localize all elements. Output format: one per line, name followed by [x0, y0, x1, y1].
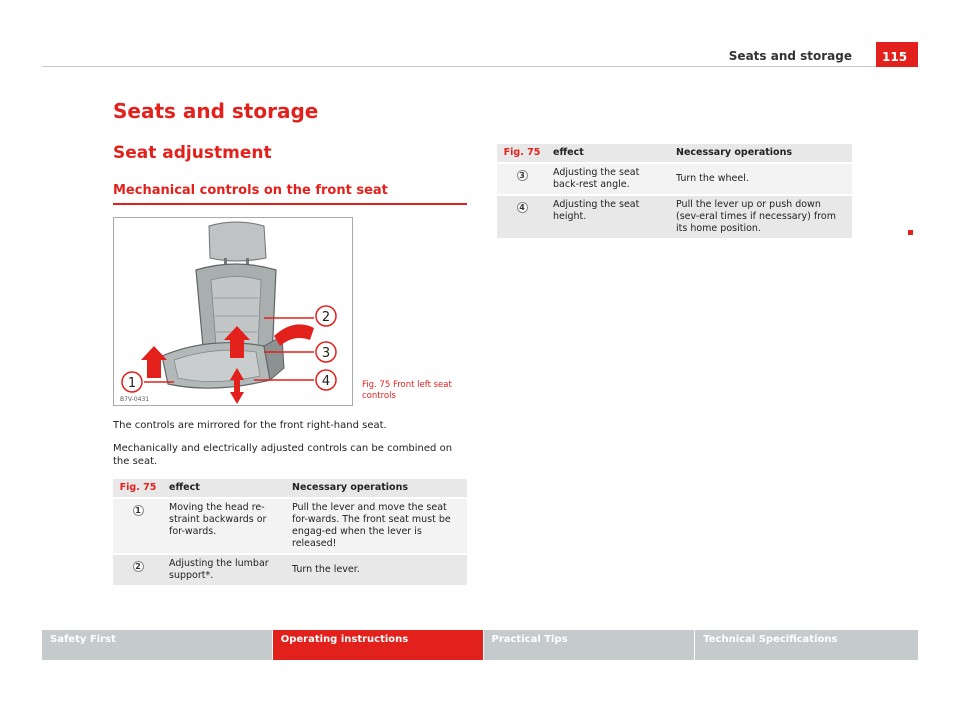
- paragraph-mirrored: The controls are mirrored for the front right-hand seat.: [113, 420, 387, 431]
- section-end-mark: [908, 230, 913, 235]
- col-operations: Necessary operations: [670, 144, 852, 163]
- callout-3: [316, 342, 336, 362]
- effect-cell: Adjusting the seat height.: [547, 195, 670, 238]
- subsection-rule: [113, 203, 467, 205]
- footer-tab-technical-specifications[interactable]: Technical Specifications: [695, 630, 918, 660]
- callout-1-label: 1: [127, 376, 137, 391]
- table-row: [113, 554, 467, 585]
- footer-tab-safety-first[interactable]: Safety First: [42, 630, 272, 660]
- callout-1: [122, 372, 142, 392]
- callout-4: [316, 370, 336, 390]
- col-effect: effect: [163, 479, 286, 498]
- effect-cell: Moving the head re-straint backwards or for-wards.: [163, 498, 286, 554]
- operation-cell: Pull the lever and move the seat for-wards. The front seat must be engag-ed when the lever is released!: [286, 498, 467, 554]
- figure-caption: Fig. 75 Front left seat controls: [362, 380, 452, 401]
- paragraph-combined: Mechanically and electrically adjusted controls can be combined on the seat.: [113, 443, 453, 467]
- effect-cell: Adjusting the lumbar support*.: [163, 554, 286, 585]
- seat-figure: [113, 217, 353, 406]
- col-fig-ref: Fig. 75: [497, 144, 547, 163]
- footer-nav: [42, 630, 918, 660]
- header-rule: [42, 66, 876, 67]
- chapter-title: Seats and storage: [113, 99, 319, 123]
- callout-2: [316, 306, 336, 326]
- item-number-badge: 4: [517, 202, 528, 213]
- page-number-badge: 115: [876, 42, 918, 67]
- callout-2-label: 2: [321, 310, 331, 325]
- table-row: [497, 163, 852, 195]
- table-row: [497, 195, 852, 238]
- col-fig-ref: Fig. 75: [113, 479, 163, 498]
- callout-3-label: 3: [321, 346, 331, 361]
- image-code: B7V-0431: [120, 396, 150, 403]
- table-row: [113, 498, 467, 554]
- operations-table-right: [497, 144, 852, 238]
- operation-cell: Turn the lever.: [286, 554, 467, 585]
- effect-cell: Adjusting the seat back-rest angle.: [547, 163, 670, 195]
- operations-table-left: [113, 479, 467, 585]
- operation-cell: Turn the wheel.: [670, 163, 852, 195]
- header-section-title: Seats and storage: [728, 49, 852, 63]
- footer-tab-practical-tips[interactable]: Practical Tips: [484, 630, 695, 660]
- item-number-badge: 3: [517, 170, 528, 181]
- item-number-badge: 2: [133, 561, 144, 572]
- col-operations: Necessary operations: [286, 479, 467, 498]
- section-title: Seat adjustment: [113, 143, 272, 163]
- callout-4-label: 4: [321, 374, 331, 389]
- headrest-shape: [209, 222, 266, 261]
- seat-illustration: [114, 218, 352, 405]
- col-effect: effect: [547, 144, 670, 163]
- operation-cell: Pull the lever up or push down (sev-eral times if necessary) from its home position.: [670, 195, 852, 238]
- item-number-badge: 1: [133, 505, 144, 516]
- footer-tab-operating-instructions[interactable]: Operating instructions: [273, 630, 483, 660]
- subsection-title: Mechanical controls on the front seat: [113, 183, 388, 198]
